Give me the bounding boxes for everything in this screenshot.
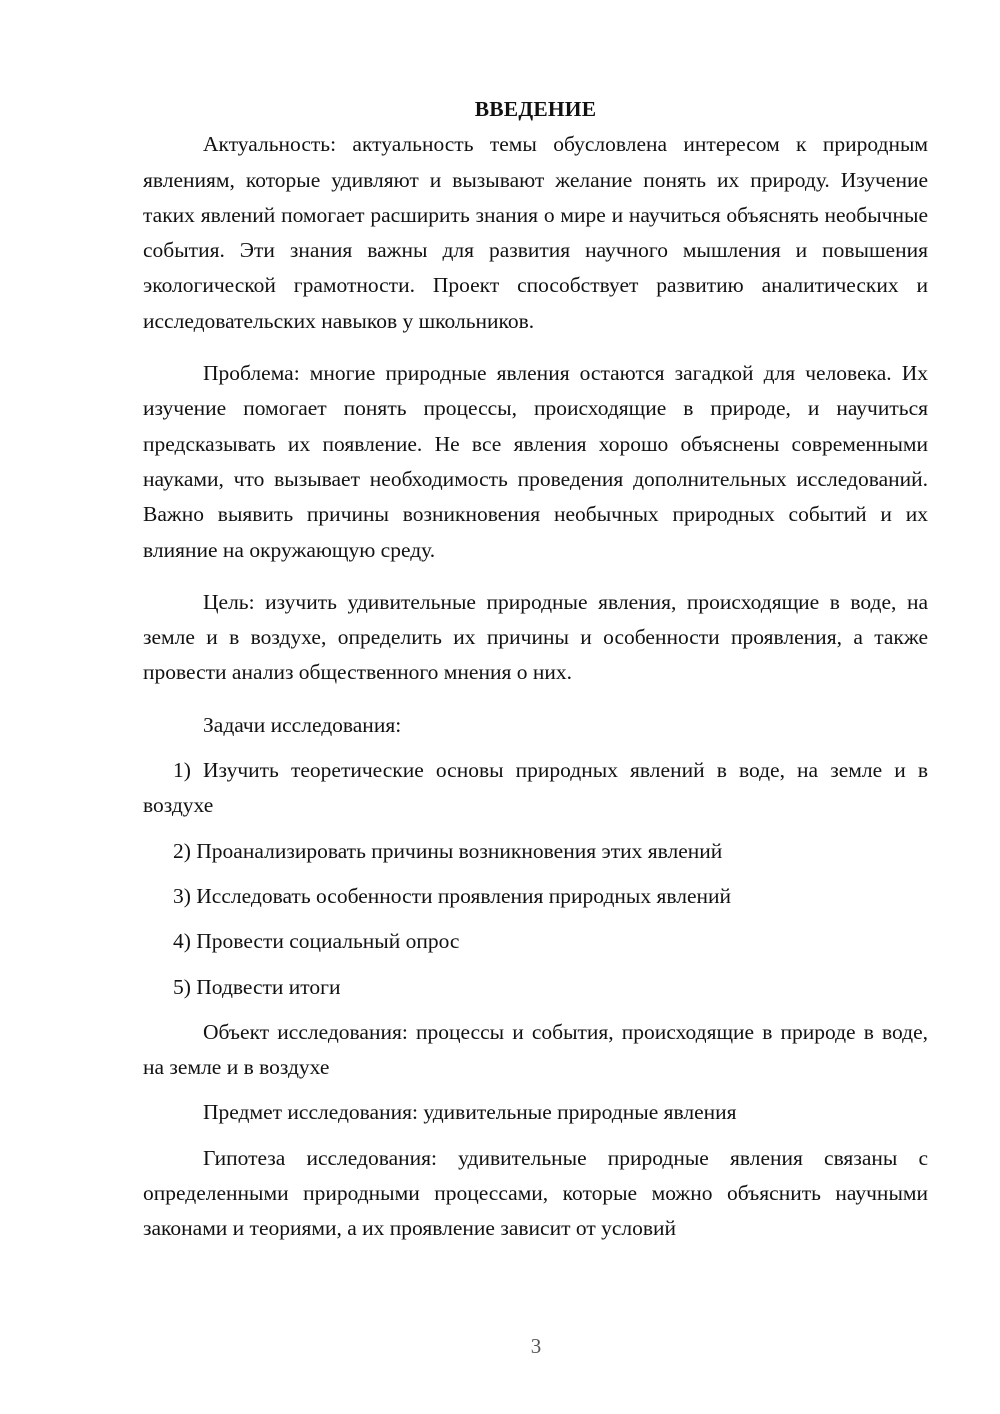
page-content — [143, 92, 928, 1247]
task-item-3: 3) Исследовать особенности проявления природных явлений — [173, 883, 732, 908]
paragraph-problem: Проблема: многие природные явления остаются загадкой для человека. Их изучение помогает понять процессы, происходящие в природе, и научиться предсказывать их появление. Не все явления хорошо объяснены современными науками, что вызывает необходимость проведения дополнительных исследований. Важно выявить причины возникновения необычных природных событий и их влияние на окружающую среду. — [143, 361, 928, 562]
paragraph-subject: Предмет исследования: удивительные природные явления — [203, 1100, 737, 1125]
page-number: 3 — [530, 1334, 542, 1358]
task-item-5: 5) Подвести итоги — [173, 974, 341, 999]
paragraph-relevance: Актуальность: актуальность темы обусловлена интересом к природным явлениям, которые удивляют и вызывают желание понять их природу. Изучение таких явлений помогает расширить знания о мире и научиться объяснять необычные события. Эти знания важны для развития научного мышления и повышения экологической грамотности. Проект способствует развитию аналитических и исследовательских навыков у школьников. — [143, 132, 928, 333]
task-item-4: 4) Провести социальный опрос — [173, 929, 460, 954]
tasks-heading: Задачи исследования: — [203, 712, 402, 737]
paragraph-hypothesis: Гипотеза исследования: удивительные природные явления связаны с определенными природными процессами, которые можно объяснить научными законами и теориями, а их проявление зависит от условий — [143, 1145, 928, 1241]
task-item-2: 2) Проанализировать причины возникновения этих явлений — [173, 838, 723, 863]
task-item-1: 1) Изучить теоретические основы природных явлений в воде, на земле и в воздухе — [143, 758, 928, 818]
paragraph-goal: Цель: изучить удивительные природные явления, происходящие в воде, на земле и в воздухе, определить их причины и особенности проявления, а также провести анализ общественного мнения о них. — [143, 589, 928, 685]
page-title: ВВЕДЕНИЕ — [474, 97, 597, 121]
paragraph-object: Объект исследования: процессы и события, происходящие в природе в воде, на земле и в воздухе — [143, 1019, 928, 1080]
